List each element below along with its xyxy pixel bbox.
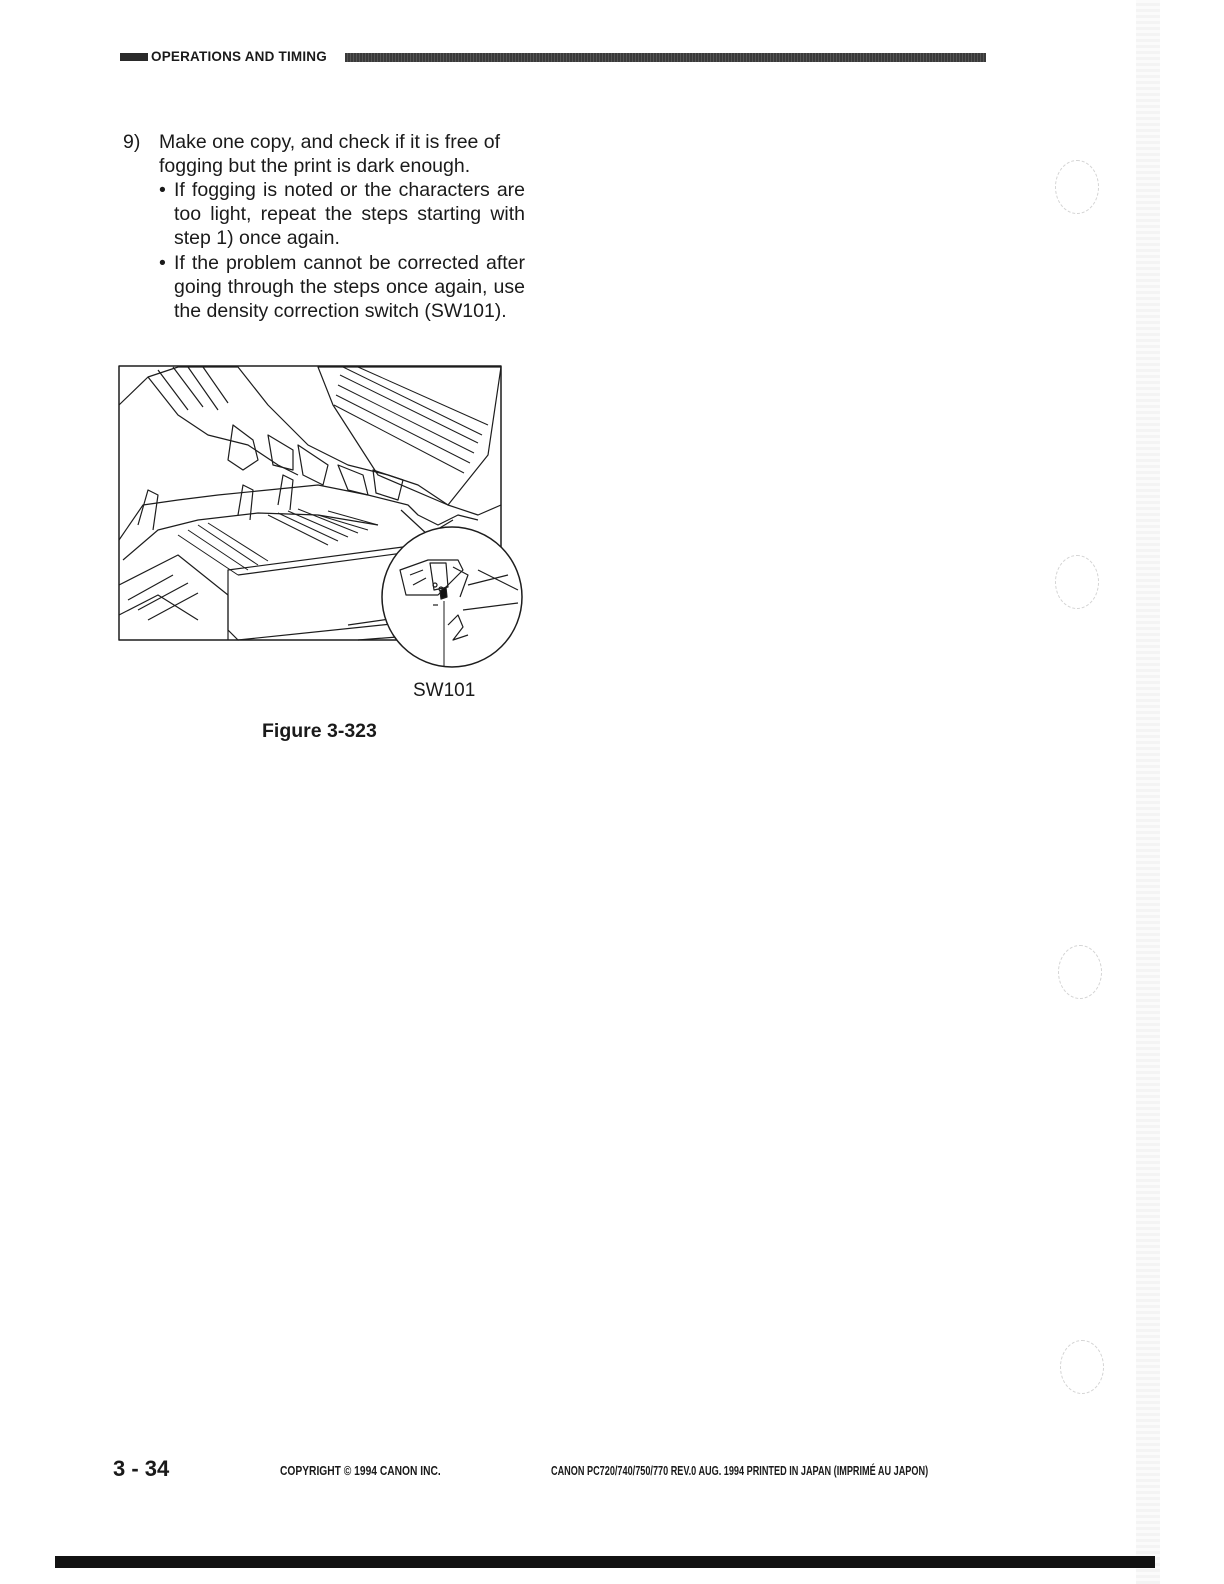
binder-hole bbox=[1058, 945, 1102, 999]
step-text: Make one copy, and check if it is free of fogging but the print is dark enough. bbox=[159, 131, 501, 178]
list-item bbox=[159, 251, 525, 324]
step-bullet-list bbox=[159, 178, 525, 323]
copyright-notice: COPYRIGHT © 1994 CANON INC. bbox=[280, 1464, 441, 1478]
section-title: OPERATIONS AND TIMING bbox=[151, 49, 327, 64]
bullet-dot: • bbox=[159, 179, 166, 201]
lower-unit bbox=[119, 485, 418, 540]
figure-caption: Figure 3-323 bbox=[262, 720, 377, 742]
page-edge-strip bbox=[1136, 0, 1160, 1584]
binder-hole bbox=[1060, 1340, 1104, 1394]
list-item bbox=[159, 178, 525, 251]
section-header bbox=[120, 50, 986, 65]
bullet-text: If the problem cannot be corrected after going through the steps once again, use the density correction switch (SW101). bbox=[174, 251, 525, 323]
magnify-circle bbox=[382, 527, 522, 667]
bullet-text: If fogging is noted or the characters are too light, repeat the steps starting with step 1) once again. bbox=[174, 179, 525, 250]
cover-ribs bbox=[334, 367, 488, 473]
step-number: 9) bbox=[123, 131, 141, 153]
sw101-callout-label: SW101 bbox=[413, 680, 476, 701]
upper-unit bbox=[119, 367, 501, 515]
bottom-scan-bar bbox=[55, 1556, 1155, 1568]
copier-illustration bbox=[118, 365, 528, 670]
binder-hole bbox=[1055, 160, 1099, 214]
header-rule bbox=[345, 53, 986, 62]
header-marker-block bbox=[120, 53, 148, 61]
bullet-dot: • bbox=[159, 251, 166, 274]
page-number: 3 - 34 bbox=[113, 1456, 170, 1481]
print-imprint: CANON PC720/740/750/770 REV.0 AUG. 1994 PRINTED IN JAPAN (IMPRIMÉ AU JAPON) bbox=[551, 1464, 929, 1478]
binder-hole bbox=[1055, 555, 1099, 609]
